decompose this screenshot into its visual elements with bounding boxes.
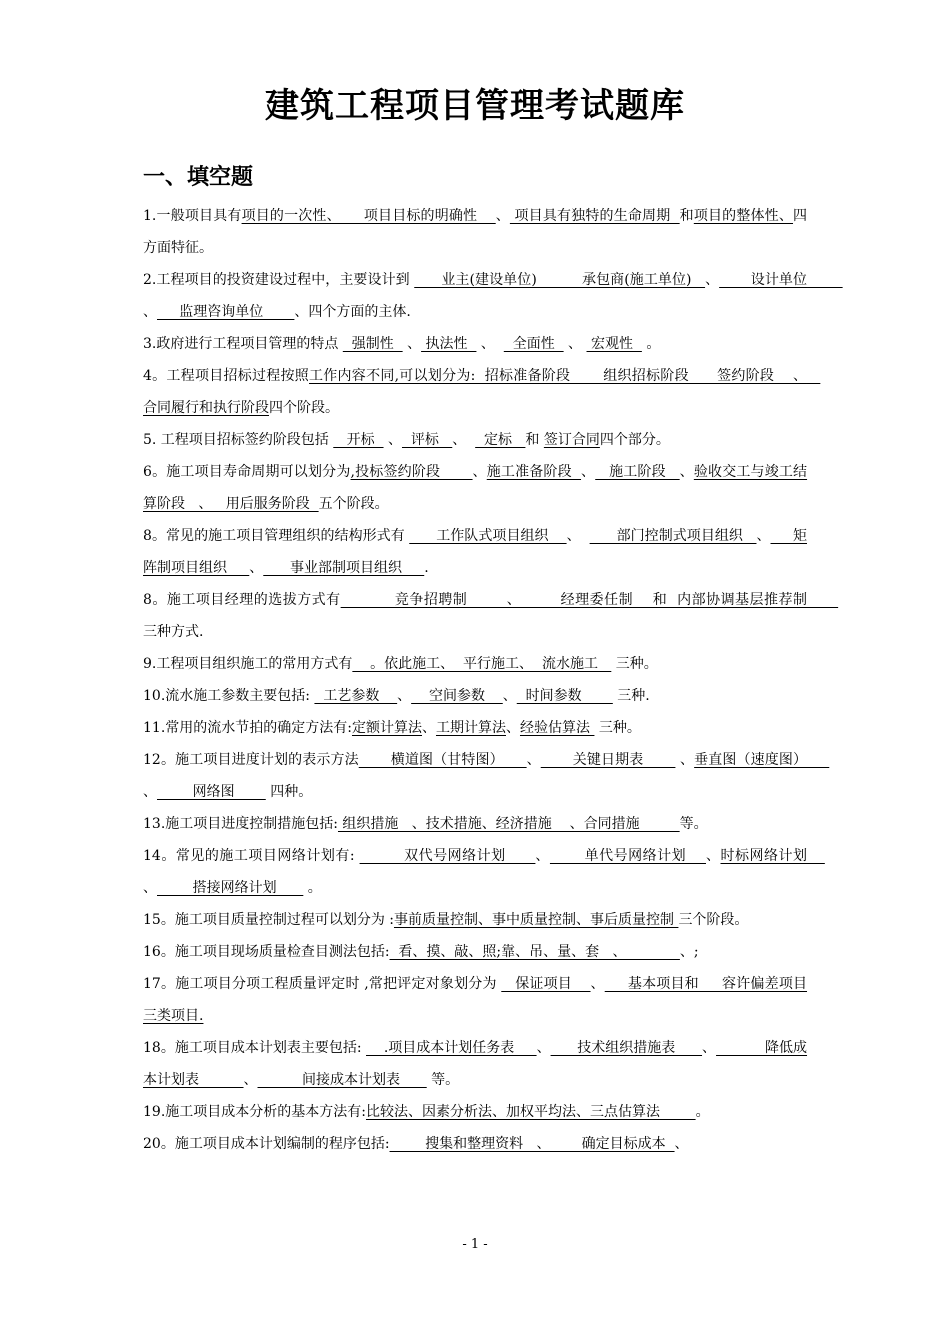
- answer-blank: 网络图: [157, 784, 266, 800]
- question-list: [143, 200, 848, 1160]
- question-text: 14。常见的施工项目网络计划有:: [143, 848, 360, 864]
- question-text: 、: [397, 688, 412, 704]
- question-text: 、: [679, 464, 694, 480]
- answer-blank: 宏观性: [586, 336, 642, 352]
- answer-blank: 关键日期表: [540, 752, 676, 768]
- question-text: 、: [581, 464, 596, 480]
- question-text: 、: [143, 784, 157, 800]
- question-text: 、: [536, 1040, 551, 1056]
- question-text: 。: [303, 880, 322, 896]
- answer-blank: 定额计算法: [351, 720, 422, 736]
- answer-blank: 竞争招聘制 、 经理委任制 和 内部协调基层推荐制: [340, 592, 839, 608]
- question-text: 、: [505, 720, 520, 736]
- question-text: 、: [472, 464, 487, 480]
- question-text: 、: [495, 208, 510, 224]
- question-item: [143, 584, 843, 648]
- answer-blank: 执法性: [421, 336, 477, 352]
- question-text: 、: [143, 272, 848, 320]
- question-text: 、: [526, 752, 541, 768]
- question-item: [143, 424, 807, 456]
- question-item: [143, 648, 807, 680]
- question-item: [143, 936, 807, 968]
- question-text: 、: [702, 1040, 717, 1056]
- question-text: 、: [756, 528, 771, 544]
- answer-blank: 工作内容不同,可以划分为: 招标准备阶段 组织招标阶段 签约阶段 、 合同履行和执行阶段: [143, 368, 821, 416]
- answer-blank: 施工阶段: [595, 464, 680, 480]
- question-item: [143, 712, 807, 744]
- question-text: 等。: [426, 1072, 460, 1088]
- answer-blank: 单代号网络计划: [549, 848, 706, 864]
- answer-blank: 组织措施 、技术措施、经济措施 、合同措施: [337, 816, 680, 832]
- answer-blank: 监理咨询单位: [157, 304, 295, 320]
- question-text: 1.一般项目具有: [143, 208, 242, 224]
- question-text: 4。工程项目招标过程按照: [143, 368, 310, 384]
- answer-blank: 看、摸、敲、照;靠、吊、量、套 、: [389, 944, 680, 960]
- question-text: 6。施工项目寿命周期可以划分为: [143, 464, 351, 480]
- question-text: .: [424, 560, 429, 576]
- question-item: [143, 200, 807, 264]
- question-item: [143, 456, 807, 520]
- answer-blank: 空间参数: [411, 688, 503, 704]
- answer-blank: 双代号网络计划: [359, 848, 536, 864]
- question-text: 、: [476, 336, 504, 352]
- question-item: [143, 968, 807, 1032]
- question-text: 8。常见的施工项目管理组织的结构形式有: [143, 528, 410, 544]
- question-text: 三种。: [611, 656, 658, 672]
- answer-blank: 基本项目和 容许偏差项目三类项目.: [143, 976, 808, 1024]
- question-text: 。: [695, 1104, 710, 1120]
- question-text: 、: [566, 528, 590, 544]
- answer-blank: 横道图（甘特图）: [358, 752, 527, 768]
- answer-blank: 项目具有独特的生命周期: [509, 208, 680, 224]
- question-text: 、: [249, 560, 264, 576]
- answer-blank: 工作队式项目组织: [409, 528, 567, 544]
- answer-blank: .项目成本计划任务表: [366, 1040, 537, 1056]
- question-text: 五个阶段。: [318, 496, 389, 512]
- page-title: 建筑工程项目管理考试题库: [265, 86, 685, 126]
- page-number: - 1 -: [462, 1237, 488, 1252]
- answer-blank: 时标网络计划: [720, 848, 825, 864]
- question-text: 、: [563, 336, 587, 352]
- answer-blank: 工艺参数: [314, 688, 398, 704]
- answer-blank: 签订合同: [543, 432, 600, 448]
- question-text: 等。: [679, 816, 708, 832]
- answer-blank: 评标: [401, 432, 453, 448]
- question-text: 13.施工项目进度控制措施包括:: [143, 816, 338, 832]
- answer-blank: 业主(建设单位) 承包商(施工单位): [414, 272, 706, 288]
- answer-blank: 间接成本计划表: [257, 1072, 427, 1088]
- answer-blank: 开标: [333, 432, 384, 448]
- question-item: [143, 520, 807, 584]
- answer-blank: 设计单位: [719, 272, 843, 288]
- question-text: 9.工程项目组织施工的常用方式有: [143, 656, 353, 672]
- answer-blank: 搜集和整理资料 、 确定目标成本: [389, 1136, 675, 1152]
- question-text: 、: [421, 720, 436, 736]
- question-text: 8。施工项目经理的选拔方式有: [143, 592, 341, 608]
- question-text: 、: [452, 432, 476, 448]
- question-item: [143, 680, 807, 712]
- answer-blank: 经验估算法: [519, 720, 595, 736]
- answer-blank: 保证项目: [501, 976, 591, 992]
- question-item: [143, 840, 825, 904]
- question-text: 、: [143, 880, 157, 896]
- question-text: 、;: [679, 944, 699, 960]
- question-text: 、: [675, 752, 695, 768]
- question-text: 19.施工项目成本分析的基本方法有:: [143, 1104, 366, 1120]
- question-item: [143, 328, 807, 360]
- question-item: [143, 744, 830, 808]
- answer-blank: 搭接网络计划: [157, 880, 304, 896]
- answer-blank: 验收交工与竣工结算阶段 、 用后服务阶段: [143, 464, 808, 512]
- question-text: 、: [674, 1136, 689, 1152]
- question-text: 和: [679, 208, 694, 224]
- question-text: 和: [525, 432, 544, 448]
- answer-blank: 全面性: [503, 336, 564, 352]
- question-text: 、四个方面的主体.: [294, 304, 411, 320]
- question-text: 2.工程项目的投资建设过程中，主要设计到: [143, 272, 415, 288]
- question-text: 3.政府进行工程项目管理的特点: [143, 336, 343, 352]
- answer-blank: 矩阵制项目组织: [143, 528, 807, 576]
- question-text: 、: [402, 336, 422, 352]
- section-heading: 一、填空题: [143, 165, 254, 190]
- question-text: 18。施工项目成本计划表主要包括:: [143, 1040, 367, 1056]
- question-text: 三种方式.: [143, 592, 843, 640]
- answer-blank: 强制性: [342, 336, 403, 352]
- question-item: [143, 904, 807, 936]
- question-text: 四个阶段。: [269, 400, 339, 416]
- answer-blank: 施工准备阶段: [486, 464, 582, 480]
- question-text: 。: [641, 336, 661, 352]
- question-text: 、: [243, 1072, 258, 1088]
- question-text: 、: [590, 976, 605, 992]
- answer-blank: 项目的一次性、 项目目标的明确性: [241, 208, 496, 224]
- answer-blank: 部门控制式项目组织: [589, 528, 757, 544]
- question-text: 、: [705, 848, 721, 864]
- answer-blank: 项目的整体性、: [693, 208, 794, 224]
- question-text: 11.常用的流水节拍的确定方法有:: [143, 720, 352, 736]
- answer-blank: 垂直图（速度图）: [694, 752, 830, 768]
- question-text: 15。施工项目质量控制过程可以划分为 :: [143, 912, 394, 928]
- question-text: 三种。: [594, 720, 641, 736]
- question-text: 17。施工项目分项工程质量评定时 ,常把评定对象划分为: [143, 976, 502, 992]
- question-text: 、: [705, 272, 720, 288]
- question-item: [143, 1128, 807, 1160]
- question-text: 、: [535, 848, 550, 864]
- question-item: [143, 264, 848, 328]
- answer-blank: 工期计算法: [435, 720, 506, 736]
- answer-blank: 。依此施工、 平行施工、 流水施工: [352, 656, 612, 672]
- answer-blank: 降低成本计划表: [143, 1040, 808, 1088]
- answer-blank: 事业部制项目组织: [263, 560, 425, 576]
- question-item: [143, 808, 807, 840]
- answer-blank: 事前质量控制、事中质量控制、事后质量控制: [393, 912, 679, 928]
- question-text: 16。施工项目现场质量检查目测法包括:: [143, 944, 390, 960]
- answer-blank: 定标: [475, 432, 526, 448]
- question-text: 、: [502, 688, 517, 704]
- question-text: 10.流水施工参数主要包括:: [143, 688, 315, 704]
- question-text: 四个部分。: [599, 432, 670, 448]
- question-text: 12。施工项目进度计划的表示方法: [143, 752, 359, 768]
- question-text: 三个阶段。: [678, 912, 749, 928]
- question-item: [143, 1032, 807, 1096]
- question-text: 四方面特征。: [143, 208, 808, 256]
- question-text: 、: [383, 432, 402, 448]
- question-text: 20。施工项目成本计划编制的程序包括:: [143, 1136, 390, 1152]
- answer-blank: 时间参数: [516, 688, 613, 704]
- question-item: [143, 360, 821, 424]
- question-text: 5. 工程项目招标签约阶段包括: [143, 432, 334, 448]
- answer-blank: ,投标签约阶段: [350, 464, 473, 480]
- question-text: 四种。: [265, 784, 313, 800]
- question-text: 三种.: [612, 688, 650, 704]
- question-item: [143, 1096, 807, 1128]
- answer-blank: 技术组织措施表: [550, 1040, 703, 1056]
- answer-blank: 比较法、因素分析法、加权平均法、三点估算法: [365, 1104, 696, 1120]
